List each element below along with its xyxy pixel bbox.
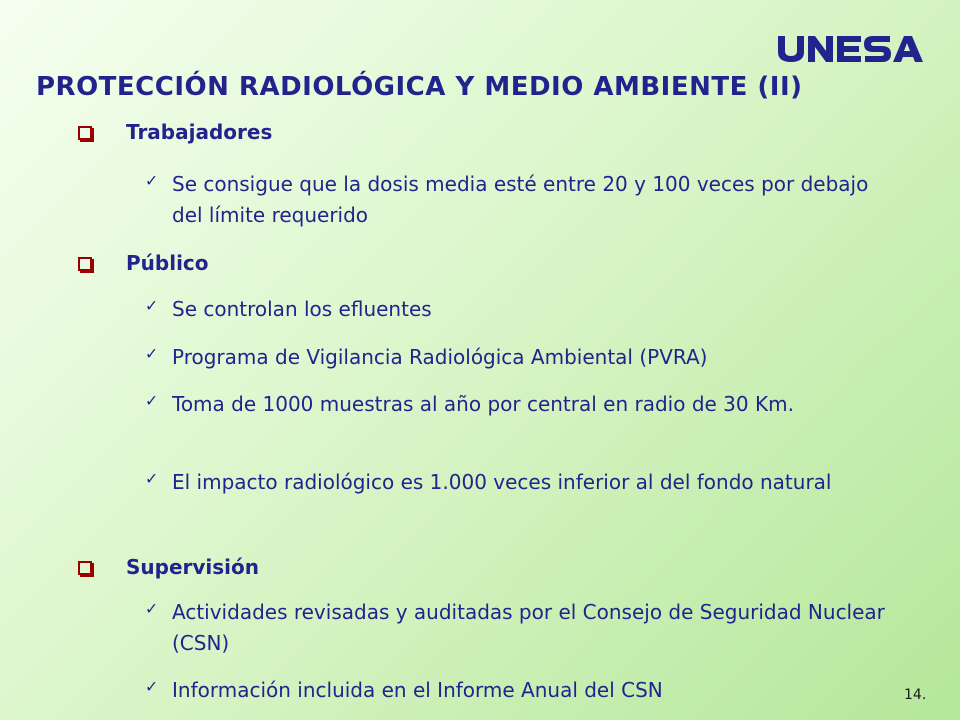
check-bullet-icon: ✓ [146,343,157,364]
list-item-text: Se consigue que la dosis media esté entre 20 y 100 veces por debajo del límite requerido [172,172,869,227]
section-label: Supervisión [126,555,260,579]
section-label: Público [126,251,209,275]
list-item-text: Actividades revisadas y auditadas por el Consejo de Seguridad Nuclear (CSN) [172,600,885,655]
list-item-text: Información incluida en el Informe Anual del CSN [172,678,663,702]
slide-title: PROTECCIÓN RADIOLÓGICA Y MEDIO AMBIENTE (II) [36,72,803,102]
check-bullet-icon: ✓ [146,170,157,191]
check-bullet-icon: ✓ [146,295,157,316]
list-item-text: El impacto radiológico es 1.000 veces inferior al del fondo natural [172,470,832,494]
list-item-text: Se controlan los efluentes [172,297,432,321]
square-bullet-icon [78,561,92,575]
square-bullet-icon [78,257,92,271]
check-bullet-icon: ✓ [146,390,157,411]
list-item-text: Programa de Vigilancia Radiológica Ambiental (PVRA) [172,345,708,369]
section-label: Trabajadores [126,120,273,144]
check-bullet-icon: ✓ [146,676,157,697]
check-bullet-icon: ✓ [146,598,157,619]
page-number: 14. [904,687,927,703]
check-bullet-icon: ✓ [146,468,157,489]
list-item-text: Toma de 1000 muestras al año por central en radio de 30 Km. [172,392,794,416]
square-bullet-icon [78,126,92,140]
